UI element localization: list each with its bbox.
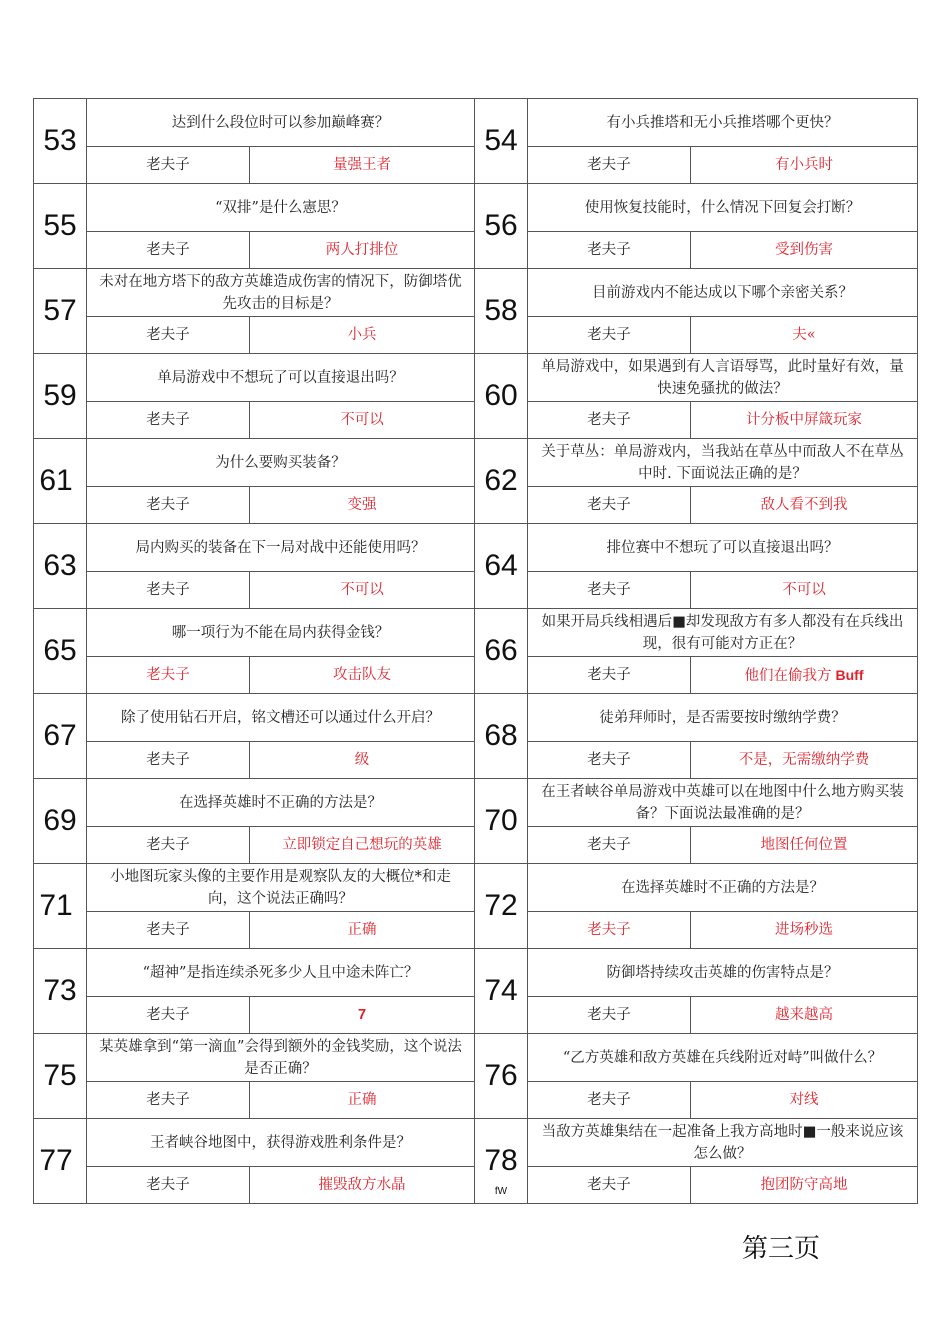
question-text: 局内购买的装备在下一局对战中还能使用吗？ bbox=[87, 524, 475, 572]
answer-cell bbox=[691, 147, 918, 184]
question-row bbox=[34, 609, 918, 657]
hero-name: 老夫子 bbox=[87, 1167, 250, 1204]
question-number-text: 63 bbox=[43, 549, 77, 582]
answer-cell bbox=[691, 997, 918, 1034]
question-text: 达到什么段位时可以参加巅峰赛？ bbox=[87, 99, 475, 147]
question-number-text: 67 bbox=[43, 719, 77, 752]
question-number-text: 62 bbox=[484, 464, 518, 497]
question-number-text: 65 bbox=[43, 634, 77, 667]
question-number bbox=[34, 1119, 87, 1204]
question-text: 在选择英雄时不正确的方法是？ bbox=[87, 779, 475, 827]
answer-text: 地图任何位置 bbox=[760, 837, 848, 853]
answer-text: 级 bbox=[354, 752, 370, 768]
question-row bbox=[34, 949, 918, 997]
question-number bbox=[475, 1034, 528, 1119]
question-number-text: 74 bbox=[484, 974, 518, 1007]
answer-text: 两人打排位 bbox=[325, 242, 399, 258]
hero-name: 老夫子 bbox=[87, 827, 250, 864]
question-number-text: 77 bbox=[39, 1144, 73, 1177]
answer-text: 量强王者 bbox=[333, 157, 391, 173]
hero-name: 老夫子 bbox=[528, 657, 691, 694]
question-row bbox=[34, 1119, 918, 1167]
answer-text: 对线 bbox=[789, 1092, 819, 1108]
answer-text: 立即锁定自己想玩的英雄 bbox=[282, 837, 442, 853]
answer-text: 正确 bbox=[347, 922, 377, 938]
answer-cell bbox=[691, 657, 918, 694]
answer-cell bbox=[250, 232, 475, 269]
question-text: 在王者峡谷单局游戏中英雄可以在地图中什么地方购买装备？下面说法最准确的是？ bbox=[528, 779, 918, 827]
question-number bbox=[34, 524, 87, 609]
question-text: 单局游戏中不想玩了可以直接退出吗？ bbox=[87, 354, 475, 402]
answer-text: 夫« bbox=[792, 327, 816, 343]
question-text: 当敌方英雄集结在一起准备上我方高地时■一般来说应该怎么做？ bbox=[528, 1119, 918, 1167]
hero-name: 老夫子 bbox=[87, 317, 250, 354]
question-row bbox=[34, 184, 918, 232]
answer-text: 进场秒选 bbox=[775, 922, 833, 938]
question-text: 排位赛中不想玩了可以直接退出吗？ bbox=[528, 524, 918, 572]
hero-name: 老夫子 bbox=[528, 147, 691, 184]
answer-cell bbox=[250, 912, 475, 949]
question-number bbox=[34, 354, 87, 439]
question-number-text: 66 bbox=[484, 634, 518, 667]
question-number-text: 73 bbox=[43, 974, 77, 1007]
question-text: 使用恢复技能时，什么情况下回复会打断？ bbox=[528, 184, 918, 232]
question-number bbox=[475, 864, 528, 949]
answer-cell bbox=[250, 742, 475, 779]
answer-text: 7 bbox=[357, 1007, 367, 1023]
question-text: 关于草丛：单局游戏内，当我站在草丛中而敌人不在草丛中时. 下面说法正确的是？ bbox=[528, 439, 918, 487]
answer-cell bbox=[691, 317, 918, 354]
hero-name: 老夫子 bbox=[87, 912, 250, 949]
question-row bbox=[34, 524, 918, 572]
question-text: 有小兵推塔和无小兵推塔哪个更快？ bbox=[528, 99, 918, 147]
question-number-text: 59 bbox=[43, 379, 77, 412]
answer-cell bbox=[250, 317, 475, 354]
question-number-text: 71 bbox=[39, 889, 73, 922]
question-number bbox=[475, 1119, 528, 1204]
question-text: “双排”是什么憲思？ bbox=[87, 184, 475, 232]
answer-text: 敌人看不到我 bbox=[760, 497, 848, 513]
answer-text: 不可以 bbox=[782, 582, 826, 598]
answer-cell bbox=[250, 572, 475, 609]
question-text: “超神”是指连续杀死多少人且中途未阵亡？ bbox=[87, 949, 475, 997]
answer-text: 摧毁敌方水晶 bbox=[318, 1177, 406, 1193]
question-text: 目前游戏内不能达成以下哪个亲密关系？ bbox=[528, 269, 918, 317]
answer-cell bbox=[250, 147, 475, 184]
hero-name: 老夫子 bbox=[528, 232, 691, 269]
question-number bbox=[475, 354, 528, 439]
question-number-text: 61 bbox=[39, 464, 73, 497]
question-row bbox=[34, 694, 918, 742]
hero-name: 老夫子 bbox=[87, 657, 250, 694]
answer-cell bbox=[691, 1167, 918, 1204]
question-number bbox=[475, 694, 528, 779]
question-row bbox=[34, 439, 918, 487]
answer-cell bbox=[691, 742, 918, 779]
question-number bbox=[34, 184, 87, 269]
question-text: 王者峡谷地图中，获得游戏胜利条件是？ bbox=[87, 1119, 475, 1167]
question-text: 如果开局兵线相遇后■却发现敌方有多人都没有在兵线出现，很有可能对方正在？ bbox=[528, 609, 918, 657]
question-number bbox=[475, 99, 528, 184]
answer-extra-text: Buff bbox=[835, 666, 864, 683]
question-number-text: 78 bbox=[484, 1144, 518, 1177]
hero-name: 老夫子 bbox=[528, 742, 691, 779]
question-row bbox=[34, 269, 918, 317]
question-number bbox=[34, 609, 87, 694]
question-row bbox=[34, 99, 918, 147]
hero-name: 老夫子 bbox=[528, 1167, 691, 1204]
question-text: 哪一项行为不能在局内获得金钱？ bbox=[87, 609, 475, 657]
answer-text: 抱团防守高地 bbox=[760, 1177, 848, 1193]
question-number-text: 54 bbox=[484, 124, 518, 157]
answer-text: 小兵 bbox=[347, 327, 377, 343]
hero-name: 老夫子 bbox=[528, 912, 691, 949]
question-number bbox=[34, 1034, 87, 1119]
answer-text: 攻击队友 bbox=[333, 667, 391, 683]
question-number-text: 53 bbox=[43, 124, 77, 157]
answer-text: 有小兵时 bbox=[775, 157, 833, 173]
hero-name: 老夫子 bbox=[87, 1082, 250, 1119]
question-number bbox=[34, 864, 87, 949]
answer-cell bbox=[250, 487, 475, 524]
hero-name: 老夫子 bbox=[528, 487, 691, 524]
question-number-text: 60 bbox=[484, 379, 518, 412]
question-text: 防御塔持续攻击英雄的伤害特点是？ bbox=[528, 949, 918, 997]
answer-cell bbox=[250, 997, 475, 1034]
answer-text: 变强 bbox=[347, 497, 377, 513]
question-text: 小地图玩家头像的主要作用是观察队友的大概位*和走向，这个说法正确吗？ bbox=[87, 864, 475, 912]
question-text: 未对在地方塔下的敌方英雄造成伤害的情况下，防御塔优先攻击的目标是？ bbox=[87, 269, 475, 317]
hero-name: 老夫子 bbox=[87, 487, 250, 524]
hero-name: 老夫子 bbox=[87, 572, 250, 609]
answer-cell bbox=[691, 572, 918, 609]
question-row bbox=[34, 354, 918, 402]
question-number-text: 55 bbox=[43, 209, 77, 242]
hero-name: 老夫子 bbox=[87, 147, 250, 184]
answer-cell bbox=[250, 827, 475, 864]
hero-name: 老夫子 bbox=[528, 1082, 691, 1119]
question-number-sub: fW bbox=[494, 1186, 508, 1197]
question-text: 徒弟拜师时，是否需要按时缴纳学费？ bbox=[528, 694, 918, 742]
question-text: 为什么要购买装备？ bbox=[87, 439, 475, 487]
answer-cell bbox=[250, 1167, 475, 1204]
question-row bbox=[34, 864, 918, 912]
question-text: “乙方英雄和敌方英雄在兵线附近对峙”叫做什么？ bbox=[528, 1034, 918, 1082]
question-number bbox=[34, 694, 87, 779]
page-number-label: 第三页 bbox=[742, 1234, 821, 1264]
question-number bbox=[34, 99, 87, 184]
answer-text: 不是，无需缴纳学费 bbox=[738, 752, 870, 768]
question-number bbox=[34, 269, 87, 354]
hero-name: 老夫子 bbox=[528, 997, 691, 1034]
hero-name: 老夫子 bbox=[87, 742, 250, 779]
question-row bbox=[34, 1034, 918, 1082]
question-number bbox=[475, 609, 528, 694]
answer-text: 他们在偷我方 bbox=[744, 667, 832, 684]
answer-cell bbox=[691, 1082, 918, 1119]
question-text: 除了使用钻石开启，铭文槽还可以通过什么开启？ bbox=[87, 694, 475, 742]
question-text: 在选择英雄时不正确的方法是？ bbox=[528, 864, 918, 912]
question-number bbox=[34, 779, 87, 864]
answer-cell bbox=[691, 232, 918, 269]
hero-name: 老夫子 bbox=[87, 232, 250, 269]
answer-text: 计分板中屏箴玩家 bbox=[746, 412, 862, 428]
question-number-text: 57 bbox=[43, 294, 77, 327]
answer-cell bbox=[250, 657, 475, 694]
hero-name: 老夫子 bbox=[528, 572, 691, 609]
question-number bbox=[475, 949, 528, 1034]
question-number bbox=[475, 524, 528, 609]
question-number-text: 72 bbox=[484, 889, 518, 922]
answer-text: 越来越高 bbox=[775, 1007, 833, 1023]
answer-text: 不可以 bbox=[340, 582, 384, 598]
hero-name: 老夫子 bbox=[528, 317, 691, 354]
answer-text: 受到伤害 bbox=[775, 242, 833, 258]
question-number-text: 68 bbox=[484, 719, 518, 752]
answer-text: 不可以 bbox=[340, 412, 384, 428]
question-number-text: 56 bbox=[484, 209, 518, 242]
question-number-text: 58 bbox=[484, 294, 518, 327]
hero-name: 老夫子 bbox=[528, 402, 691, 439]
answer-cell bbox=[691, 912, 918, 949]
answer-cell bbox=[691, 487, 918, 524]
question-number bbox=[34, 439, 87, 524]
question-number bbox=[475, 184, 528, 269]
hero-name: 老夫子 bbox=[87, 402, 250, 439]
answer-cell bbox=[250, 402, 475, 439]
question-text: 某英雄拿到“第一滴血”会得到额外的金钱奖励，这个说法是否正确？ bbox=[87, 1034, 475, 1082]
answer-cell bbox=[250, 1082, 475, 1119]
question-number-text: 69 bbox=[43, 804, 77, 837]
question-number bbox=[475, 779, 528, 864]
quiz-table bbox=[33, 98, 918, 1204]
question-row bbox=[34, 779, 918, 827]
question-number-text: 75 bbox=[43, 1059, 77, 1092]
question-number-text: 64 bbox=[484, 549, 518, 582]
hero-name: 老夫子 bbox=[528, 827, 691, 864]
question-number bbox=[475, 439, 528, 524]
answer-cell bbox=[691, 402, 918, 439]
question-number-text: 70 bbox=[484, 804, 518, 837]
question-number bbox=[475, 269, 528, 354]
answer-cell bbox=[691, 827, 918, 864]
answer-text: 正确 bbox=[347, 1092, 377, 1108]
hero-name: 老夫子 bbox=[87, 997, 250, 1034]
question-number-text: 76 bbox=[484, 1059, 518, 1092]
question-text: 单局游戏中，如果遇到有人言语辱骂，此时量好有效，量快速免骚扰的做法？ bbox=[528, 354, 918, 402]
question-number bbox=[34, 949, 87, 1034]
